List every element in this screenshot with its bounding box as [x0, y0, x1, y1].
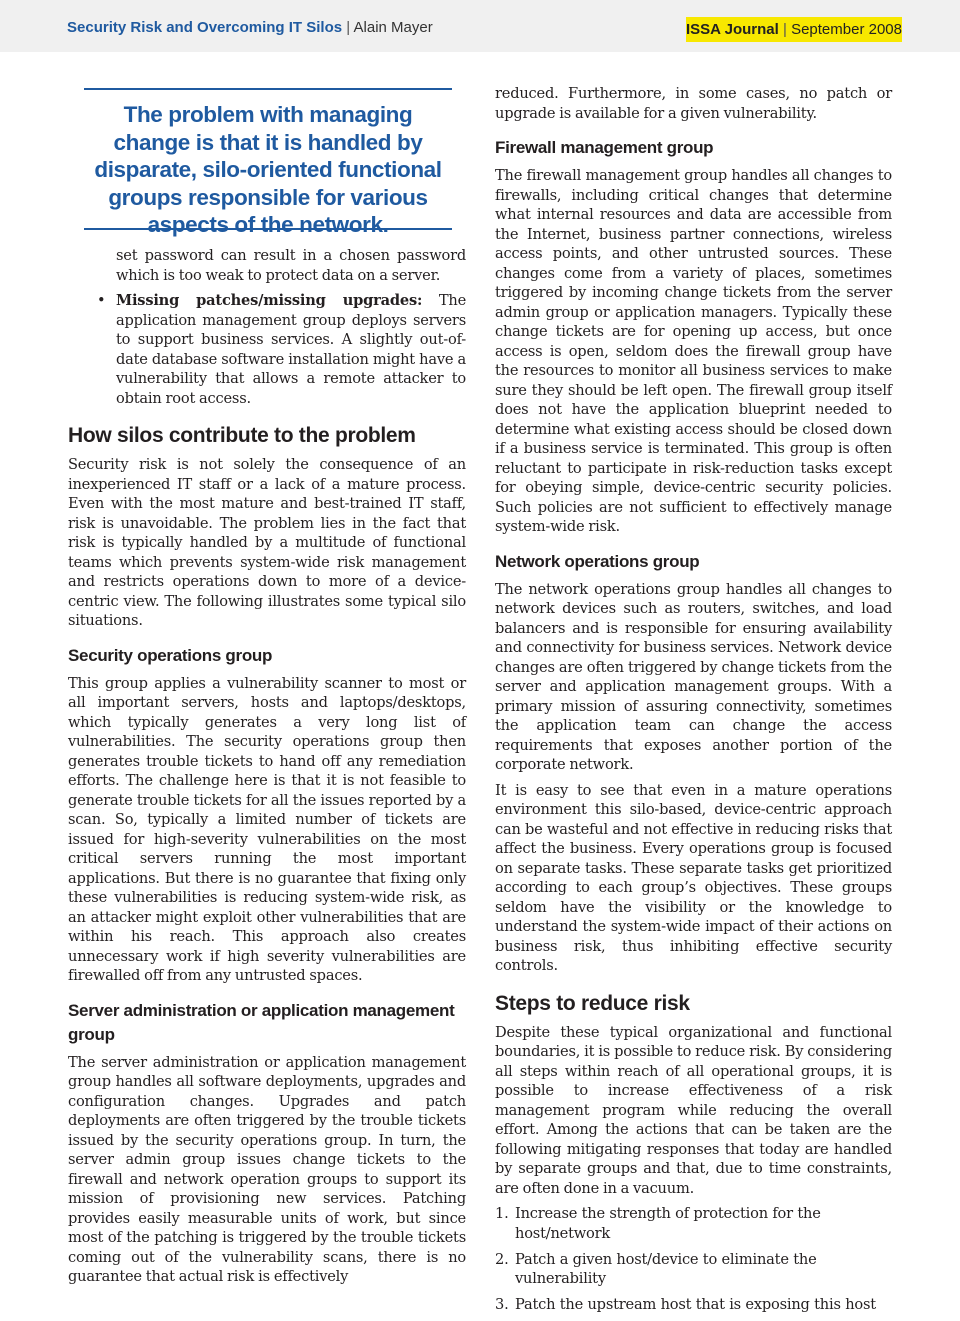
list-item — [495, 1295, 892, 1315]
journal-separator: | — [782, 21, 787, 38]
section-paragraph: Security risk is not solely the consequence of an inexperienced IT staff or a lack of a mature process. Even with the most mature and best-trained IT staff, risk is unavoidable. The problem lies in the fact that risk is typically handled by a multitude of functional teams which prevents system-wide risk management and restricts operations down to more of a device-centric view. The following illustrates some typical silo situations. — [68, 456, 466, 629]
section-paragraph: The network operations group handles all changes to network devices such as routers, switches, and load balancers and is responsible for ensuring availability and connectivity for business services. Network device changes are often triggered by change tickets from the server and application management groups. With a primary mission of assuring connectivity, sometimes the application team can change the access requirements that exposes another portion of the corporate network. — [495, 580, 892, 773]
continued-paragraph: set password can result in a chosen password which is too weak to protect data on a server. — [116, 247, 466, 284]
list-item — [495, 1250, 892, 1289]
bullet-text: The application management group deploys servers to support business services. A slightly out-of-date database software installation might have a vulnerability that allows a remote attacker to obtain root access. — [116, 292, 467, 407]
list-item — [495, 1204, 892, 1243]
list-number: 3. — [495, 1296, 509, 1313]
section-heading-silos: How silos contribute to the problem — [68, 424, 416, 447]
journal-name: ISSA Journal — [686, 21, 779, 38]
bullet-marker: • — [97, 292, 106, 309]
section-paragraph: The firewall management group handles all changes to firewalls, including critical changes that determine what internal resources and data are accessible from the Internet, business partner connections, wireless access points, and other untrusted sources. These changes come from a variety of places, sometimes triggered by incoming change tickets from the server admin group or application managers. Typically these change tickets are for opening up access, but once access is open, seldom does the firewall group have the resources to monitor all business services to make sure they should be left open. The firewall group itself does not have the application blueprint needed to determine what existing access should be closed down if a business service is terminated. This group is often reluctant to participate in risk-reduction tasks except for obeying simple, device-centric security policies. Such policies are not sufficient to effectively manage system-wide risk. — [495, 167, 892, 535]
right-column — [495, 84, 892, 1321]
section-paragraph: The server administration or application management group handles all software deployments, upgrades and configuration changes. Upgrades and patch deployments are often triggered by the trouble tickets issued by the security operations group. In turn, the server admin group issues change tickets to the firewall and network operation groups to support its mission of provisioning new services. Patching provides easily measurable units of work, but since most of the patching is triggered by the trouble tickets coming out of the vulnerability scans, there is no guarantee that actual risk is effectively — [68, 1053, 466, 1285]
left-column — [68, 246, 466, 1287]
list-text: Patch the upstream host that is exposing this host — [515, 1296, 876, 1313]
continued-paragraph: reduced. Furthermore, in some cases, no patch or upgrade is available for a given vulnerability. — [495, 85, 892, 122]
section-paragraph: It is easy to see that even in a mature operations environment this silo-based, device-centric approach can be wasteful and not effective in reducing risks that affect the business. Every operations group is focused on separate tasks. These separate tasks get prioritized according to each group’s objectives. These groups seldom have the visibility or the knowledge to understand the system-wide impact of their actions on business risk, thus inhibiting effective security controls. — [495, 781, 892, 974]
running-header-left — [67, 19, 433, 36]
section-heading-steps: Steps to reduce risk — [495, 991, 690, 1015]
section-paragraph: This group applies a vulnerability scanner to most or all important servers, hosts and laptops/desktops, which typically generates a very long list of vulnerabilities. The security operations group then generates trouble tickets to hand off any remediation efforts. The challenge here is that it is not feasible to generate trouble tickets for all the issues reported by a scan. So, typically a limited number of tickets are issued for high-severity vulnerabilities on the most critical servers running the most important applications. But there is no guarantee that fixing only these vulnerabilities is reducing system-wide risk, as an attacker might exploit other vulnerabilities that are within his reach. This approach also creates unnecessary work if high severity vulnerabilities are firewalled off from any untrusted spaces. — [68, 674, 466, 984]
subheading-firewall: Firewall management group — [495, 138, 714, 157]
list-number: 2. — [495, 1250, 509, 1268]
numbered-list — [495, 1204, 892, 1315]
section-paragraph: Despite these typical organizational and functional boundaries, it is possible to reduce risk. By considering all steps within reach of all operational groups, it is possible to increase effectiveness of a risk management program while reducing the overall effort. Among the actions that can be taken are the following mitigating responses that today are handled by separate groups and that, due to time constraints, are often done in a vacuum. — [495, 1023, 892, 1197]
bullet-lead: Missing patches/missing upgrades: — [116, 292, 423, 309]
subheading-network-ops: Network operations group — [495, 551, 700, 571]
subheading-security-ops: Security operations group — [68, 645, 273, 665]
subheading-server-admin: Server administration or application management group — [68, 1000, 455, 1044]
bullet-item — [68, 291, 466, 408]
author-name: Alain Mayer — [353, 19, 433, 36]
list-text: Increase the strength of protection for the host/network — [515, 1205, 821, 1242]
pull-quote-text: The problem with managing change is that it is handled by disparate, silo-oriented functional groups responsible for various aspects of the network. — [94, 102, 442, 237]
header-separator: | — [346, 19, 351, 36]
list-text: Patch a given host/device to eliminate the vulnerability — [515, 1250, 817, 1287]
list-number: 1. — [495, 1205, 509, 1222]
pull-quote — [84, 88, 452, 237]
article-title: Security Risk and Overcoming IT Silos — [67, 19, 343, 36]
issue-date: September 2008 — [791, 21, 902, 38]
journal-badge — [686, 17, 902, 42]
